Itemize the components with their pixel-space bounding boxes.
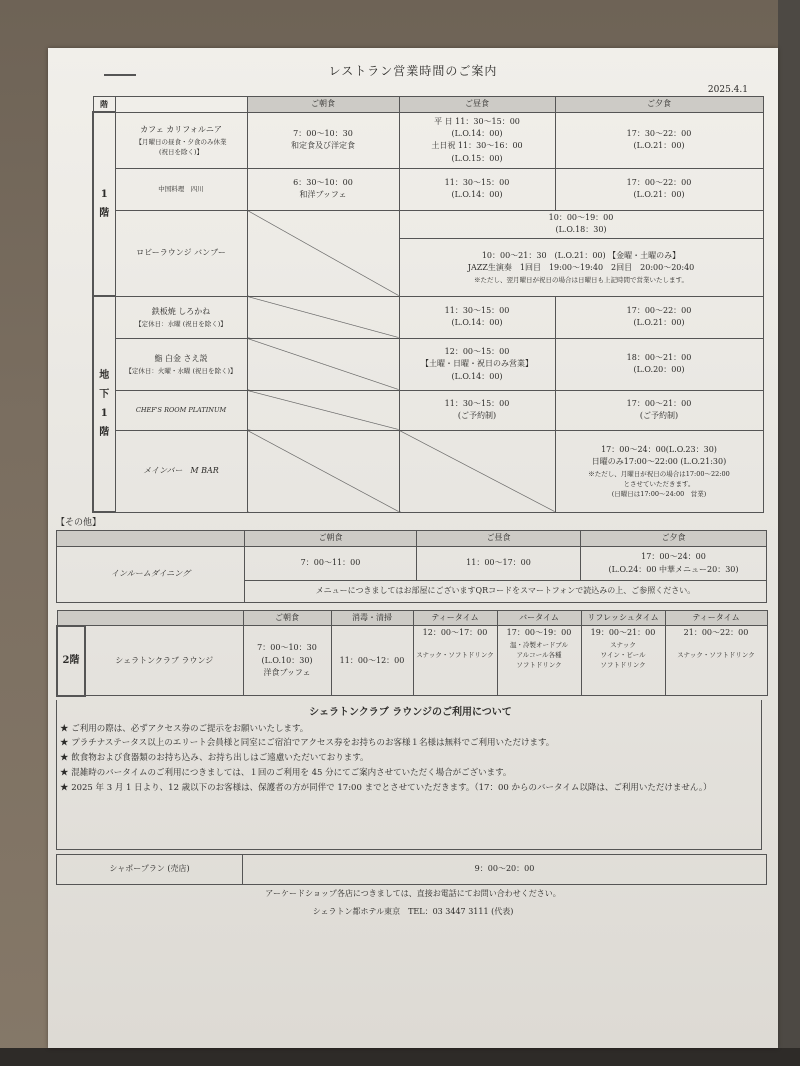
time: 17：00〜21：00 [626,399,692,408]
header-col: ご朝食 [243,611,331,626]
restaurant-name-lobby: ロビーラウンジ バンブー [115,210,247,296]
lo: (L.O.14：00) [451,129,503,138]
floor-text: 地 下 1 階 [99,370,110,439]
lounge-breakfast [243,626,331,696]
time: 10：00〜19：00 [548,213,614,222]
rule-item: ★ 混雑時のバータイムのご利用につきましては、１回のご利用を 45 分にてご案内させていただく場合がございます。 [60,768,512,779]
sichuan-dinner [555,168,763,210]
menu: ソフトドリンク [516,660,562,669]
restaurant-name-sichuan: 中国料理 四川 [115,168,247,210]
time: 日曜のみ17:00〜22:00 (L.O.21:30) [591,457,727,467]
lo: (L.O.24：00 中華メニュー20：30) [608,564,739,574]
header-breakfast: ご朝食 [245,531,417,547]
teppan-dinner [555,296,763,338]
restaurant-hours-table [92,96,764,513]
time: 17：00〜24：00 [641,552,706,562]
table-row [57,855,767,885]
lo: (L.O.21：00) [633,190,685,200]
header-blank [57,611,243,626]
shop-name: シャポープラン (売店) [57,855,243,885]
note: (日曜日は17:00〜24:00 営業) [611,489,707,498]
in-room-dining-table [56,530,767,603]
cafe-dinner [555,112,763,168]
table-row [93,210,763,238]
name: カフェ カリフォルニア [140,125,222,135]
time: 17：30〜22：00 [626,129,692,138]
no-service-cell [247,338,399,390]
lo: (L.O.15：00) [451,153,503,163]
lo: (L.O.21：00) [633,141,685,151]
chefs-dinner [555,390,763,430]
lounge-tea-time [413,626,497,696]
floor-label-1f [93,112,115,296]
lo: (L.O.14：00) [451,190,503,200]
table-row [93,338,763,390]
table-row [93,168,763,210]
header-lunch: ご昼食 [399,97,555,113]
cafe-breakfast [247,112,399,168]
table-header-row [57,531,767,547]
rule-item: ★ 2025 年 3 月 1 日より、12 歳以下のお客様は、保護者の方が同伴で 17:00 までとさせていただきます。（17：00 からのバータイム以降は、ご利用いただけません。） [60,783,712,793]
rule-item: ★ プラチナステータス以上のエリート会員様と同室にご宿泊でアクセス券をお持ちのお客様１名様は無料でご利用いただけます。 [60,738,555,749]
no-service-cell [247,430,399,512]
time: 17：00〜22：00 [626,306,692,315]
in-room-dining-name: インルームダイニング [57,547,245,603]
menu: スナック・ソフトドリンク [416,650,494,659]
footer-contact: シェラトン都ホテル東京 TEL：03 3447 3111 (代表) [312,907,514,916]
in-room-breakfast: 7：00〜11：00 [245,547,417,581]
header-breakfast: ご朝食 [247,97,399,113]
header-dinner: ご夕食 [555,97,763,113]
menu: 洋食ブッフェ [263,668,311,678]
note: ※ただし、月曜日が祝日の場合は17:00〜22:00 [588,469,730,478]
time: 19：00〜21：00 [590,628,656,638]
menu: ワイン・ビール [600,650,646,659]
reservation: (ご予約制) [457,411,497,421]
no-service-cell [247,210,399,296]
header-col: リフレッシュタイム [581,611,665,626]
note: とさせていただきます。 [623,479,695,488]
note: 【定休日：火曜・水曜 (祝日を除く)】 [125,366,237,375]
reservation: (ご予約制) [639,411,679,421]
lounge-cleaning: 11：00〜12：00 [331,626,413,696]
lo: (L.O.21：00) [633,318,685,328]
time: 21：00〜22：00 [683,628,749,638]
document-page [48,48,778,1048]
lobby-weekend-hours [399,238,763,296]
time: 18：00〜21：00 [626,353,692,362]
cafe-lunch [399,112,555,168]
name: 鉄板焼 しろかね [151,307,211,317]
restaurant-name-mbar: メインバー M BAR [115,430,247,512]
background-edge [778,0,800,1066]
header-name [115,97,247,113]
time: 12：00〜17：00 [422,628,488,638]
table-row [93,390,763,430]
sushi-lunch [399,338,555,390]
restaurant-name-teppan [115,296,247,338]
note: 【月曜日の昼食・夕食のみ休業 [135,137,227,146]
header-lunch: ご昼食 [417,531,581,547]
note: 【定休日：水曜 (祝日を除く)】 [135,319,227,328]
in-room-lunch: 11：00〜17：00 [417,547,581,581]
document-date: 2025.4.1 [707,85,748,95]
rule-item: ★ 飲食物および食器類のお持ち込み、お持ち出しはご遠慮いただいております。 [60,753,369,764]
menu: スナック [610,640,636,649]
mbar-dinner [555,430,763,512]
footer-note: アーケードショップ各店につきましては、直接お電話にてお問い合わせください。 [265,889,561,898]
time: 6：30〜10：00 [293,178,353,187]
time: 土日祝 11：30〜16：00 [431,141,523,151]
time: 10：00〜21：30 (L.O.21：00) 【金曜・土曜のみ】 [481,250,681,260]
teppan-lunch [399,296,555,338]
lounge-rules-title: シェラトンクラブ ラウンジのご利用について [309,707,512,718]
floor-text: 1 階 [99,189,110,220]
time: 17：00〜22：00 [626,178,692,187]
note: (祝日を除く)】 [158,147,204,156]
lo: (L.O.20：00) [633,365,685,375]
time: 7：00〜10：30 [257,643,317,653]
lobby-hours [399,210,763,238]
no-service-cell [247,296,399,338]
menu: スナック・ソフトドリンク [677,650,755,659]
floor-label-2f: 2階 [57,626,85,696]
lounge-refresh-time [581,626,665,696]
time: 17：00〜19：00 [506,628,572,638]
table-header-row [93,97,763,113]
table-row [57,547,767,581]
lounge-tea-time-late [665,626,767,696]
table-row [57,626,767,696]
table-row [93,430,763,512]
floor-label-b1 [93,296,115,512]
menu: ソフトドリンク [600,660,646,669]
sichuan-lunch [399,168,555,210]
time: 11：30〜15：00 [444,306,510,315]
header-col: ティータイム [665,611,767,626]
lo: (L.O.18：30) [555,225,607,235]
sichuan-breakfast [247,168,399,210]
in-room-dinner [581,547,767,581]
restaurant-name-sushi [115,338,247,390]
page-title: レストラン営業時間のご案内 [328,64,498,78]
time: 17：00〜24：00(L.O.23：30) [601,444,717,454]
lo: (L.O.10：30) [261,655,313,665]
sushi-dinner [555,338,763,390]
section-label-other: 【その他】 [56,518,102,528]
time: 平 日 11：30〜15：00 [434,116,520,126]
rule-item: ★ ご利用の際は、必ずアクセス券のご提示をお願いいたします。 [60,723,309,734]
menu: 和定食及び洋定食 [291,141,355,151]
lo: (L.O.14：00) [451,318,503,328]
no-service-cell [247,390,399,430]
time: 11：30〜15：00 [444,399,510,408]
note: 【土曜・日曜・祝日のみ営業】 [421,359,533,369]
jazz: JAZZ生演奏 1回目 19:00〜19:40 2回目 20:00〜20:40 [467,263,695,273]
header-dinner: ご夕食 [581,531,767,547]
time: 11：30〜15：00 [444,178,510,187]
in-room-note: メニューにつきましてはお部屋にございますQRコードをスマートフォンで読込みの上、ご参照ください。 [245,581,767,603]
menu: アルコール各種 [516,650,562,659]
shop-hours: 9：00〜20：00 [243,855,767,885]
table-header-row [57,611,767,626]
header-blank [57,531,245,547]
lounge-bar-time [497,626,581,696]
header-col: バータイム [497,611,581,626]
header-floor: 階 [93,97,115,113]
table-row [93,112,763,168]
lo: (L.O.14：00) [451,371,503,381]
name: 鮨 白金 さえ説 [154,354,208,364]
club-lounge-name: シェラトンクラブ ラウンジ [85,626,243,696]
no-service-cell [399,430,555,512]
restaurant-name-cafe [115,112,247,168]
background-bottom [0,1048,800,1066]
club-lounge-table [56,610,768,697]
header-col: ティータイム [413,611,497,626]
menu: 和洋ブッフェ [299,190,347,200]
lounge-rules [56,700,762,850]
header-col: 消毒・清掃 [331,611,413,626]
time: 7：00〜10：30 [293,129,353,138]
note: ※ただし、翌月曜日が祝日の場合は日曜日も上記時間で営業いたします。 [474,275,688,284]
time: 12：00〜15：00 [444,346,510,356]
shop-table [56,854,767,885]
chefs-lunch [399,390,555,430]
restaurant-name-chefs-room: CHEF'S ROOM PLATINUM [115,390,247,430]
table-row [93,296,763,338]
menu: 温・冷製オードブル [509,640,569,649]
